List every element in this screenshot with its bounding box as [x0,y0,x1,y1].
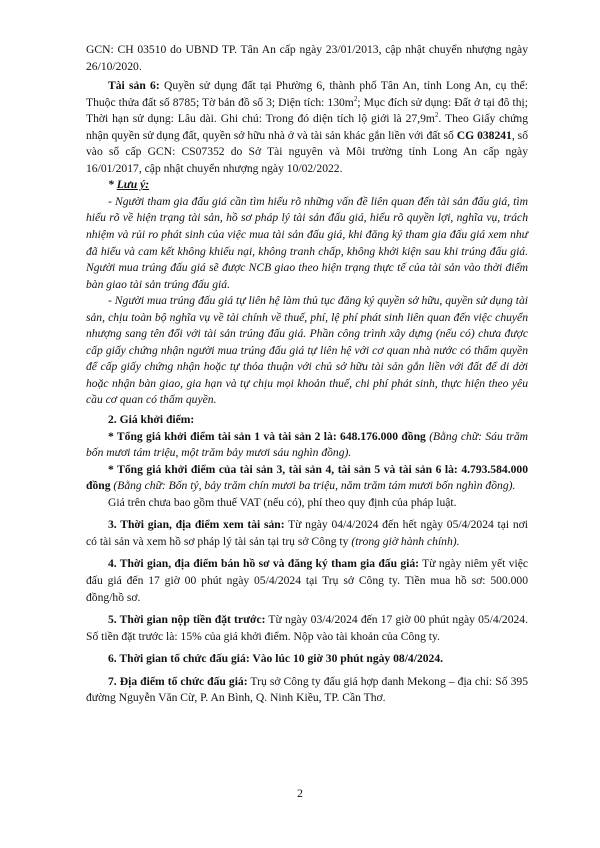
superscript-2: 2 [434,111,439,120]
starting-price-1-words: (Bằng chữ: Sáu trăm bốn mươi tám triệu, một trăm bảy mươi sáu nghìn đồng). [86,429,528,460]
section-7 [86,674,528,707]
section-7-heading: 7. Địa điểm tổ chức đấu giá: [108,674,248,688]
asset-6-text-1: Quyền sử dụng đất tại Phường 6, thành phố Tân An, tỉnh Long An, cụ thể: Thuộc thửa đất số 8785; Tờ bản đồ số 3; Diện tích: 130m [86,79,529,109]
note-label: Lưu ý: [116,178,150,192]
section-5-text: Từ ngày 03/4/2024 đến 17 giờ 00 phút ngày 05/4/2024. Số tiền đặt trước là: 15% của giá khởi điểm. Nộp vào tài khoản của Công ty. [86,613,528,643]
note-paragraph-1: - Người tham gia đấu giá cần tìm hiểu rõ những vấn đề liên quan đến tài sản đấu giá, tìm hiểu rõ về hiện trạng tài sản, hồ sơ pháp lý tài sản đấu giá, hiểu rõ quyền lợi, nghĩa vụ, trách nhiệm và rủi ro phát sinh của việc mua tài sản đấu giá, khi đăng ký tham gia đấu giá xem như đã hiểu và cam kết không khiếu nại, không tranh chấp, không khởi kiện sau khi trúng đấu giá. Người mua trúng đấu giá sẽ được NCB giao theo hiện trạng thực tế của tài sản vào thời điểm bàn giao tài sản trúng đấu giá. [86,194,528,291]
document-page [86,42,528,707]
section-6: 6. Thời gian tổ chức đấu giá: Vào lúc 10 giờ 30 phút ngày 08/4/2024. [108,652,444,666]
asset-6-text-2: ; Mục đích sử dụng: Đất ở tại đô thị; Thời hạn sử dụng: Lâu dài. Ghi chú: Trong đó diện tích lộ giới là 27,9m [86,95,528,126]
starting-price-2-words: (Bằng chữ: Bốn tỷ, bảy trăm chín mươi ba triệu, năm trăm tám mươi bốn nghìn đồng). [110,479,516,493]
section-3 [86,517,528,550]
starting-price-2-amount: * Tổng giá khởi điểm của tài sản 3, tài sản 4, tài sản 5 và tài sản 6 là: 4.793.584.000 đồng [86,462,528,493]
section-4 [86,556,528,606]
paragraph-certificate-continuation: GCN: CH 03510 do UBND TP. Tân An cấp ngày 23/01/2013, cập nhật chuyển nhượng ngày 26/10/2020. [86,43,528,73]
note-heading [86,177,528,194]
starting-price-1 [86,429,528,462]
section-5 [86,612,528,645]
section-4-text: Từ ngày niêm yết việc đấu giá đến 17 giờ 00 phút ngày 05/4/2024 tại Trụ sở Công ty. Tiền mua hồ sơ: 500.000 đồng/hồ sơ. [86,557,528,604]
section-4-heading: 4. Thời gian, địa điểm bán hồ sơ và đăng ký tham gia đấu giá: [108,557,420,571]
note-paragraph-2: - Người mua trúng đấu giá tự liên hệ làm thủ tục đăng ký quyền sở hữu, quyền sử dụng tài sản, chịu toàn bộ nghĩa vụ về tài chính về thuế, phí, lệ phí phát sinh liên quan đến việc chuyển nhượng sang tên đổi với tài sản trúng đấu giá. Phần công trình xây dựng (nếu có) chưa được cấp giấy chứng nhận người mua trúng đấu giá tự liên hệ với cơ quan nhà nước có thẩm quyền để cấp giấy chứng nhận hoặc tự thỏa thuận với chủ sở hữu tài sản gắn liền với đất để di dời hoặc nhận bàn giao, gia hạn và tự chịu mọi khoản thuế, chi phí phát sinh, thực hiện theo yêu cầu cơ quan có thẩm quyền. [86,294,528,407]
section-3-text: Từ ngày 04/4/2024 đến hết ngày 05/4/2024 tại nơi có tài sản và xem hồ sơ pháp lý tài sản tại trụ sở Công ty [86,518,529,548]
asset-6-label: Tài sản 6: [108,79,160,93]
paragraph-asset-6 [86,78,528,177]
starting-price-1-amount: * Tổng giá khởi điểm tài sản 1 và tài sản 2 là: 648.176.000 đồng [108,429,426,443]
asset-6-text-3: . Theo Giấy chứng nhận quyền sử dụng đất, quyền sở hữu nhà ở và tài sản khác gắn liền với đất số [86,112,529,142]
section-3-heading: 3. Thời gian, địa điểm xem tài sản: [108,518,285,532]
asset-6-text-4: , số vào sổ cấp GCN: CS07352 do Sở Tài nguyên và Môi trường tỉnh Long An cấp ngày 16/01/2017, cập nhật chuyển nhượng ngày 10/02/2022. [86,128,528,175]
section-5-heading: 5. Thời gian nộp tiền đặt trước: [108,613,266,627]
section-2-heading: 2. Giá khởi điểm: [108,413,195,427]
section-3-italic: (trong giờ hành chính). [351,534,460,548]
page-number: 2 [297,786,303,800]
note-prefix: * [108,178,117,192]
starting-price-2 [86,462,528,495]
certificate-number: CG 038241 [456,128,512,142]
section-7-text: Trụ sở Công ty đấu giá hợp danh Mekong – địa chỉ: Số 395 đường Nguyễn Văn Cừ, P. An Bình, Q. Ninh Kiều, TP. Cần Thơ. [86,674,528,705]
superscript-1: 2 [353,94,358,103]
vat-note: Giá trên chưa bao gồm thuế VAT (nếu có), phí theo quy định của pháp luật. [108,495,457,509]
